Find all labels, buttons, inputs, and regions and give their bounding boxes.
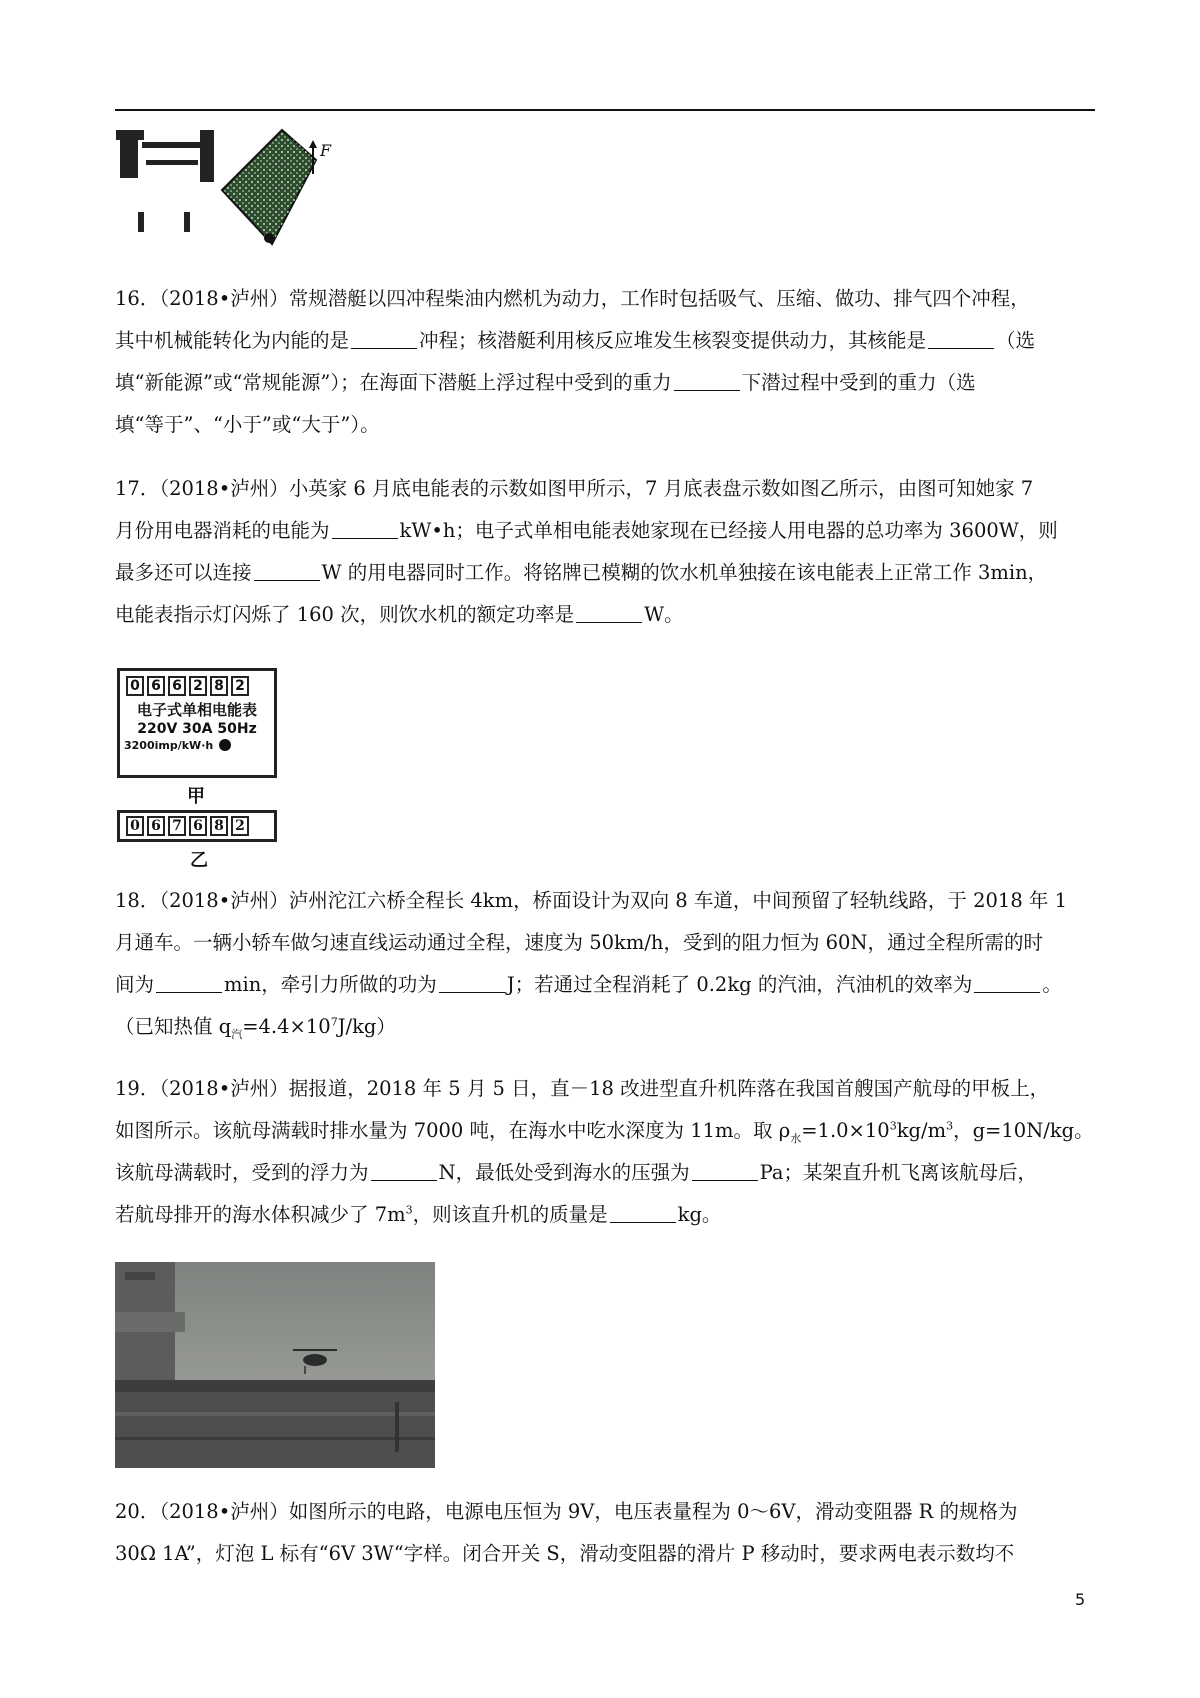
meter-jia [117,668,277,778]
carrier-photo [115,1262,435,1468]
digit: 0 [126,816,144,836]
q16-line1: 16．（2018•泸州）常规潜艇以四冲程柴油内燃机为动力，工作时包括吸气、压缩、做功、排气四个冲程， [115,287,1030,310]
q16-line3: 填“新能源”或“常规能源”）；在海面下潜艇上浮过程中受到的重力 下潜过程中受到的重力（选 [115,371,976,394]
question-17 [115,468,1095,636]
answer-blank[interactable] [576,602,642,623]
meter-yi-digits [126,816,274,836]
digit: 6 [189,816,207,836]
page-number: 5 [1075,1590,1086,1609]
meter-yi [117,810,277,842]
digit: 2 [231,676,249,696]
meter-imp: 3200imp/kW·h [120,739,274,752]
answer-blank[interactable] [332,518,398,539]
meter-jia-digits [126,676,274,696]
answer-blank[interactable] [974,972,1040,993]
digit: 7 [168,816,186,836]
answer-blank[interactable] [674,370,740,391]
answer-blank[interactable] [610,1202,676,1223]
q17-line1: 17．（2018•泸州）小英家 6 月底电能表的示数如图甲所示，7 月底表盘示数如图乙所示，由图可知她家 7 [115,477,1034,500]
meter-spec: 220V 30A 50Hz [137,721,257,737]
q19-line4: 若航母排开的海水体积减少了 $7m^3$，则该直升机的质量是 kg。 [115,1203,722,1226]
digit: 6 [168,676,186,696]
q19-line1: 19．（2018•泸州）据报道，2018 年 5 月 5 日，直－18 改进型直升机阵落在我国首艘国产航母的甲板上， [115,1077,1050,1100]
question-18 [115,880,1095,1048]
answer-blank[interactable] [439,972,505,993]
answer-blank[interactable] [692,1160,758,1181]
q17-line3: 最多还可以连接 W 的用电器同时工作。将铭牌已模糊的饮水机单独接在该电能表上正常工作 3min， [115,561,1048,584]
answer-blank[interactable] [928,328,994,349]
q15-figure [112,120,372,250]
question-20 [115,1491,1095,1575]
q18-line2: 月通车。一辆小轿车做匀速直线运动通过全程，速度为 50km/h，受到的阻力恒为 60N，通过全程所需的时 [115,931,1044,954]
indicator-light-icon [219,739,231,751]
q16-line2: 其中机械能转化为内能的是 冲程；核潜艇利用核反应堆发生核裂变提供动力，其核能是 （选 [115,329,1036,352]
q17-line2: 月份用电器消耗的电能为 kW•h；电子式单相电能表她家现在已经接人用电器的总功率为 3600W，则 [115,519,1058,542]
header-rule [115,109,1095,111]
q19-line2: 如图所示。该航母满载时排水量为 7000 吨，在海水中吃水深度为 11m。取 $\rho_水=1.0\times 10^3kg/m^3$，g=10N/kg。 [115,1119,1094,1145]
digit: 2 [231,816,249,836]
answer-blank[interactable] [351,328,417,349]
digit: 0 [126,676,144,696]
q20-line1: 20．（2018•泸州）如图所示的电路，电源电压恒为 9V，电压表量程为 0～6V，滑动变阻器 R 的规格为 [115,1500,1018,1523]
q18-line1: 18．（2018•泸州）泸州沱江六桥全程长 4km，桥面设计为双向 8 车道，中间预留了轻轨线路，于 2018 年 1 [115,889,1068,912]
meter-title: 电子式单相电能表 [136,701,257,719]
digit: 2 [189,676,207,696]
digit: 8 [210,676,228,696]
meter-yi-caption: 乙 [190,850,208,871]
force-label: F [320,141,332,160]
answer-blank[interactable] [254,560,320,581]
meter-jia-caption: 甲 [187,786,205,807]
digit: 6 [147,676,165,696]
q16-line4: 填“等于”、“小于”或“大于”）。 [115,413,380,436]
q17-line4: 电能表指示灯闪烁了 160 次，则饮水机的额定功率是 W。 [115,603,684,626]
q18-line4: （已知热值 $q_汽=4.4\times 10^7J/kg$） [115,1015,396,1041]
q18-line3: 间为 min，牵引力所做的功为 J；若通过全程消耗了 0.2kg 的汽油，汽油机的效率为 。 [115,973,1062,996]
q19-line3: 该航母满载时，受到的浮力为 N，最低处受到海水的压强为 Pa；某架直升机飞离该航母后， [115,1161,1037,1184]
q20-line2: 30Ω 1A”，灯泡 L 标有“6V 3W“字样。闭合开关 S，滑动变阻器的滑片 P 移动时，要求两电表示数均不 [115,1542,1015,1565]
digit: 8 [210,816,228,836]
question-19 [115,1068,1095,1236]
answer-blank[interactable] [156,972,222,993]
question-16 [115,278,1095,446]
digit: 6 [147,816,165,836]
answer-blank[interactable] [371,1160,437,1181]
